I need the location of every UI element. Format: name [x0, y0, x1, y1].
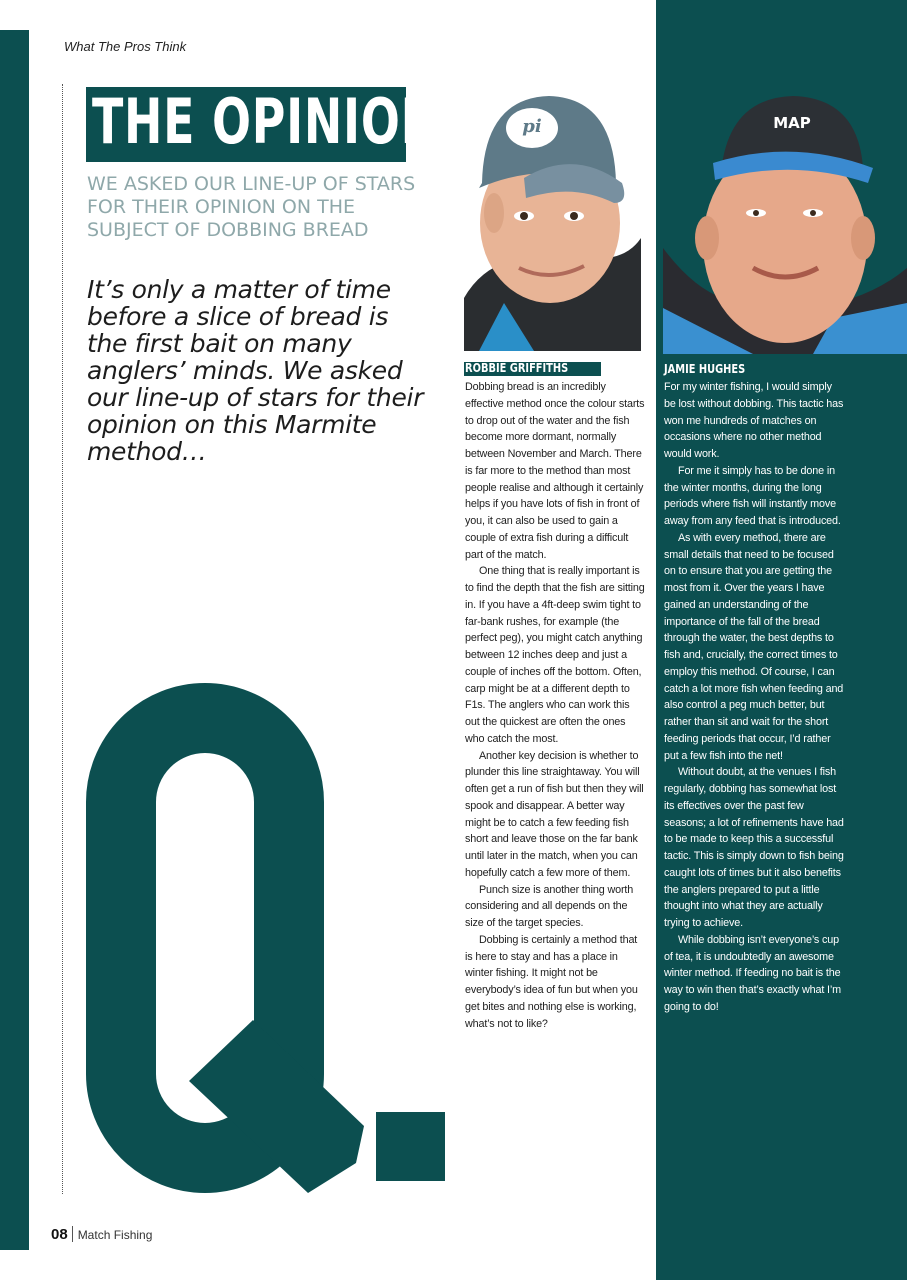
jamie-opinion-text [664, 379, 846, 1016]
publication-name: Match Fishing [77, 1228, 153, 1242]
title-block [86, 85, 440, 162]
dotted-divider [62, 84, 63, 1194]
jamie-name: JAMIE HUGHES [664, 362, 746, 376]
intro-text: It’s only a matter of time before a slice of bread is the first bait on many anglers’ minds. We asked our line-up of stars for their opinion on this Marmite method… [87, 275, 424, 466]
big-q-graphic [86, 683, 448, 1198]
jamie-cap-logo: MAP [773, 114, 811, 132]
left-accent-strip [0, 30, 29, 1250]
footer-separator [72, 1226, 73, 1242]
jamie-paragraph: While dobbing isn’t everyone’s cup of tea, it is undoubtedly an awesome winter method. If feeding no bait is the way to win then that’s exactly what I’m going to do! [664, 933, 841, 1013]
jamie-paragraph: For my winter fishing, I would simply be lost without dobbing. This tactic has won me hundreds of matches on occasions where no other method would work. [664, 381, 844, 460]
q-period-shape [376, 1112, 445, 1181]
robbie-paragraph: Another key decision is whether to plunder this line straightaway. You will often get a run of fish but then they will spook and disappear. A better way might be to catch a few feeding fish short and leave those on the far bank until later in the match, when you can hopefully catch a few more of them. [465, 749, 644, 879]
page-title: THE OPINION [92, 85, 440, 158]
section-label: What The Pros Think [64, 39, 187, 54]
robbie-paragraph: One thing that is really important is to find the depth that the fish are sitting in. If you have a 4ft-deep swim tight to far-bank rushes, for example (the perfect peg), you might catch anything between 12 inches deep and just a couple of inches off the bottom. Often, carp might be at a different depth to F1s. The anglers who can work this out the quickest are often the ones who catch the most. [465, 565, 645, 745]
page-footer [51, 1226, 152, 1243]
robbie-paragraph: Dobbing is certainly a method that is here to stay and has a place in winter fishing. It might not be everybody’s idea of fun but when you get bites and nothing else is working, what’s not to like? [465, 933, 638, 1030]
robbie-name: ROBBIE GRIFFITHS [465, 361, 569, 375]
robbie-cap-logo: pi [522, 116, 542, 137]
robbie-griffiths-photo [464, 88, 641, 351]
jamie-hughes-photo [663, 88, 907, 354]
robbie-paragraph: Dobbing bread is an incredibly effective method once the colour starts to drop out of the water and the fish become more dormant, normally between November and March. There is far more to the method than most people realise and although it certainly helps if you have lots of fish in front of you, it can also be used to gain a couple of extra fish during a difficult part of the match. [465, 381, 645, 561]
robbie-portrait-illustration [464, 88, 641, 351]
jamie-paragraph: Without doubt, at the venues I fish regularly, dobbing has somewhat lost its effectives over the past few seasons; a lot of refinements have had to be made to keep this a successful tactic. This is simply down to fish being caught lots of times but it also benefits the anglers prepared to put a little thought into what they are actually trying to achieve. [664, 766, 844, 929]
robbie-opinion-text [465, 379, 646, 1032]
page-number: 08 [51, 1226, 68, 1243]
jamie-paragraph: For me it simply has to be done in the winter months, during the long periods where fish will instantly move away from any feed that is introduced. [664, 464, 841, 527]
robbie-paragraph: Punch size is another thing worth considering and all depends on the size of the target species. [465, 883, 634, 929]
jamie-paragraph: As with every method, there are small details that need to be focused on to ensure that you are getting the most from it. Over the years I have gained an understanding of the importance of the fall of the bread through the water, the best depths to fish and, crucially, the correct times to employ this method. Of course, I can catch a lot more fish when feeding and also control a peg much better, but rather than sit and wait for the short feeding periods that occur, I’d rather put a few fish into the net! [664, 531, 844, 762]
subheading: WE ASKED OUR LINE-UP OF STARS FOR THEIR OPINION ON THE SUBJECT OF DOBBING BREAD [87, 173, 416, 241]
